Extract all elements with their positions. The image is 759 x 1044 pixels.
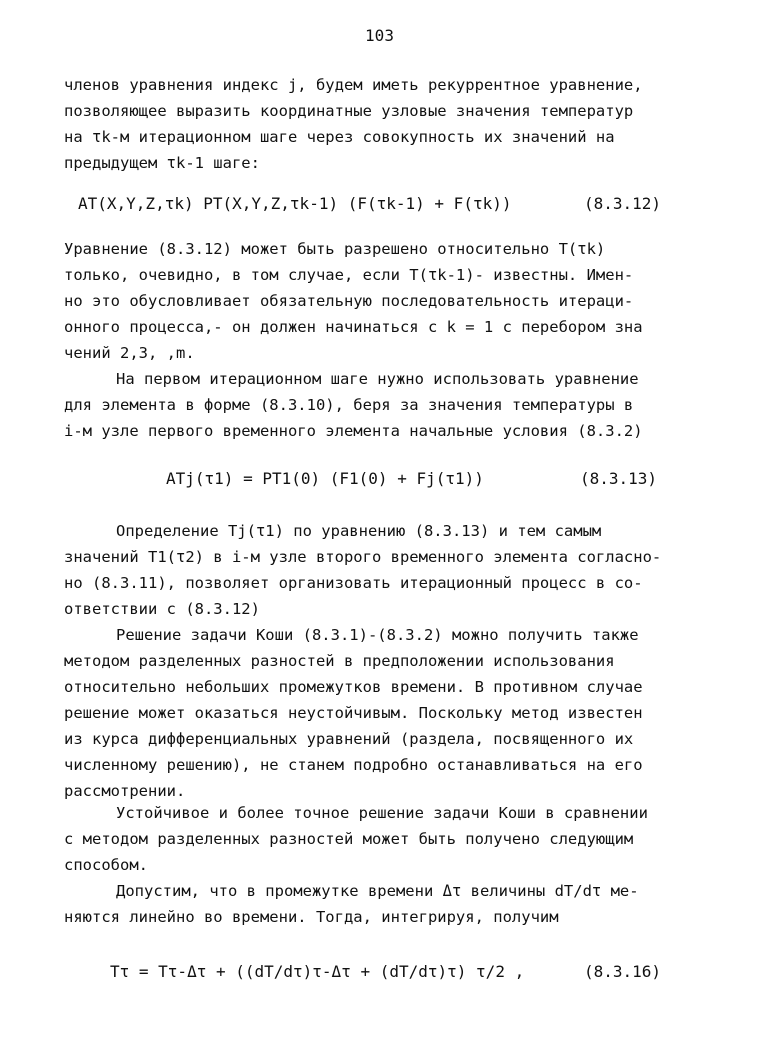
text-line: относительно небольших промежутков времени. В противном случае: [64, 678, 643, 696]
text-line: только, очевидно, в том случае, если T(τk-1)- известны. Имен-: [64, 266, 634, 284]
text-line: Определение Tj(τ1) по уравнению (8.3.13) и тем самым: [116, 522, 602, 540]
text-line: но это обусловливает обязательную последовательность итераци-: [64, 292, 634, 310]
text-line: позволяющее выразить координатные узловые значения температур: [64, 102, 634, 120]
text-line: значений T1(τ2) в i-м узле второго временного элемента согласно-: [64, 548, 662, 566]
paragraph-7: [64, 878, 696, 930]
text-line: онного процесса,- он должен начинаться с k = 1 с перебором зна: [64, 318, 643, 336]
text-line: предыдущем τk-1 шаге:: [64, 154, 260, 172]
text-line: Допустим, что в промежутке времени Δτ величины dT/dτ ме-: [116, 882, 639, 900]
text-line: способом.: [64, 856, 148, 874]
text-line: рассмотрении.: [64, 782, 186, 800]
text-line: для элемента в форме (8.3.10), беря за значения температуры в: [64, 396, 634, 414]
text-line: с методом разделенных разностей может быть получено следующим: [64, 830, 634, 848]
text-line: Уравнение (8.3.12) может быть разрешено относительно T(τk): [64, 240, 606, 258]
text-line: Решение задачи Коши (8.3.1)-(8.3.2) можно получить также: [116, 626, 639, 644]
text-line: решение может оказаться неустойчивым. Поскольку метод известен: [64, 704, 643, 722]
text-line: методом разделенных разностей в предположении использования: [64, 652, 615, 670]
paragraph-5: [64, 622, 696, 804]
text-line: членов уравнения индекс j, будем иметь рекуррентное уравнение,: [64, 76, 643, 94]
paragraph-1: [64, 72, 696, 176]
text-line: численному решению), не станем подробно останавливаться на его: [64, 756, 643, 774]
paragraph-2: [64, 236, 696, 366]
text-line: но (8.3.11), позволяет организовать итерационный процесс в со-: [64, 574, 643, 592]
text-line: i-м узле первого временного элемента начальные условия (8.3.2): [64, 422, 643, 440]
equation-number: (8.3.12): [584, 194, 662, 213]
page-number: 103: [365, 26, 394, 45]
text-line: Устойчивое и более точное решение задачи Коши в сравнении: [116, 804, 648, 822]
equation-8-3-12: AT(X,Y,Z,τk) PT(X,Y,Z,τk-1) (F(τk-1) + F(τk)): [78, 194, 512, 213]
equation-number: (8.3.13): [580, 469, 658, 488]
text-line: ответствии с (8.3.12): [64, 600, 260, 618]
text-line: На первом итерационном шаге нужно использовать уравнение: [116, 370, 639, 388]
text-line: чений 2,3, ,m.: [64, 344, 195, 362]
paragraph-3: [64, 366, 696, 444]
equation-number: (8.3.16): [584, 962, 662, 981]
text-line: из курса дифференциальных уравнений (раздела, посвященного их: [64, 730, 634, 748]
paragraph-4: [64, 518, 696, 622]
equation-8-3-16: Tτ = Tτ-Δτ + ((dT/dτ)τ-Δτ + (dT/dτ)τ) τ/2 ,: [110, 962, 525, 981]
text-line: на τk-м итерационном шаге через совокупность их значений на: [64, 128, 615, 146]
paragraph-6: [64, 800, 696, 878]
text-line: няются линейно во времени. Тогда, интегрируя, получим: [64, 908, 559, 926]
equation-8-3-13: ATj(τ1) = PT1(0) (F1(0) + Fj(τ1)): [166, 469, 484, 488]
